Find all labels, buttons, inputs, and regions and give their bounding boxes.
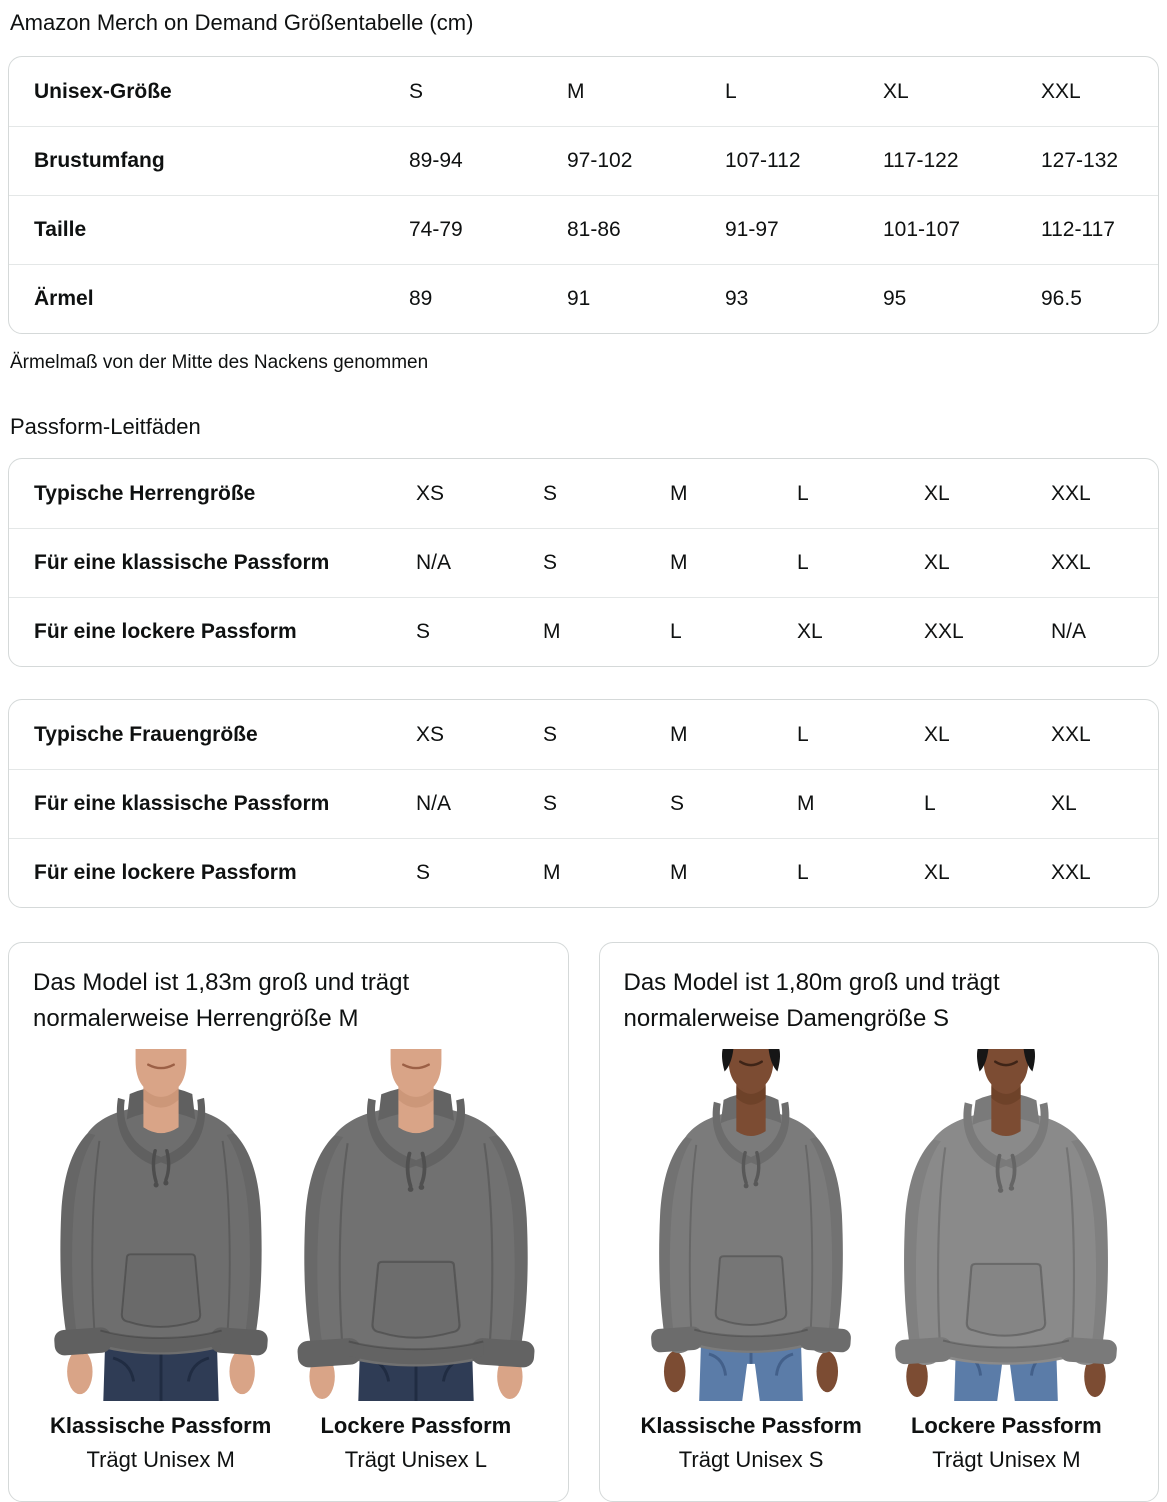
fit-caption-title: Lockere Passform [320,1413,512,1438]
size-cell: S [543,792,558,815]
size-cell: 89-94 [409,149,463,172]
size-cell: 91 [567,287,591,310]
table-row [9,459,1158,528]
size-cell: L [725,79,737,103]
women-loose-model-photo [879,1049,1134,1401]
female-model-classic-fit-image [628,1049,874,1401]
male-model-classic-fit-image [38,1049,284,1401]
table-row [9,700,1158,769]
size-cell: 91-97 [725,218,779,241]
fit-guides-title: Passform-Leitfäden [10,414,201,439]
table-row [9,195,1158,264]
men-classic-model-photo [33,1049,288,1401]
size-cell: M [567,79,585,103]
size-cell: L [797,722,809,746]
size-cell: N/A [416,792,452,815]
men-figures [33,1049,544,1473]
size-cell: M [543,861,561,884]
size-cell: M [670,481,688,505]
fit-caption-title: Klassische Passform [640,1413,862,1438]
size-cell: XL [883,79,909,103]
model-cards [8,942,1159,1502]
fit-caption-subtitle: Trägt Unisex M [86,1447,235,1472]
size-cell: L [797,861,809,884]
size-cell: M [797,792,815,815]
row-label: Brustumfang [34,149,165,172]
size-cell: XXL [924,620,964,643]
men-loose-model-photo [288,1049,543,1401]
size-cell: XL [924,551,950,574]
fit-caption-subtitle: Trägt Unisex S [678,1447,824,1472]
women-loose-caption [879,1413,1134,1473]
table-row [9,126,1158,195]
women-card-heading: Das Model ist 1,80m groß und trägt normalerweise Damengröße S [623,969,1000,1032]
row-label: Für eine lockere Passform [34,620,297,643]
size-cell: S [543,722,558,746]
size-cell: XXL [1041,79,1081,103]
men-classic-figure [33,1049,288,1473]
row-label: Für eine lockere Passform [34,861,297,884]
size-cell: XL [924,481,950,505]
women-loose-figure [879,1049,1134,1473]
size-cell: 112-117 [1041,218,1115,241]
sleeve-measure-note: Ärmelmaß von der Mitte des Nackens genommen [10,352,429,373]
size-cell: M [670,861,688,884]
fit-guide-women-table [8,699,1159,908]
row-label: Unisex-Größe [34,79,172,103]
size-cell: XL [797,620,823,643]
size-cell: 97-102 [567,149,633,172]
unisex-size-table [8,56,1159,334]
size-cell: S [543,551,558,574]
table-row [9,769,1158,838]
size-cell: S [409,79,424,103]
row-label: Für eine klassische Passform [34,792,330,815]
men-classic-caption [33,1413,288,1473]
size-cell: XXL [1051,861,1091,884]
size-cell: XL [924,722,950,746]
size-cell: S [670,792,685,815]
size-cell: L [670,620,682,643]
size-cell: XS [416,481,445,505]
size-cell: XXL [1051,481,1091,505]
row-label: Ärmel [34,287,94,310]
page-title: Amazon Merch on Demand Größentabelle (cm) [10,10,474,35]
size-cell: S [416,861,431,884]
table-row [9,264,1158,333]
women-classic-model-photo [624,1049,879,1401]
table-row [9,597,1158,666]
men-fit-card [8,942,569,1502]
row-label: Für eine klassische Passform [34,551,330,574]
table-row [9,528,1158,597]
table-row [9,838,1158,907]
fit-guide-men-table [8,458,1159,667]
size-cell: M [670,551,688,574]
size-cell: 93 [725,287,749,310]
size-cell: 96.5 [1041,287,1082,310]
male-model-loose-fit-image [293,1049,539,1401]
women-classic-caption [624,1413,879,1473]
fit-caption-subtitle: Trägt Unisex L [344,1447,487,1472]
men-card-heading: Das Model ist 1,83m groß und trägt normalerweise Herrengröße M [33,969,410,1032]
size-cell: 127-132 [1041,149,1119,172]
size-cell: XL [1051,792,1077,815]
fit-caption-subtitle: Trägt Unisex M [932,1447,1081,1472]
women-classic-figure [624,1049,879,1473]
size-cell: 101-107 [883,218,961,241]
fit-caption-title: Lockere Passform [910,1413,1102,1438]
size-cell: L [797,481,809,505]
size-cell: XXL [1051,722,1091,746]
size-cell: 74-79 [409,218,463,241]
size-cell: S [543,481,558,505]
size-cell: XL [924,861,950,884]
women-fit-card [599,942,1160,1502]
fit-caption-title: Klassische Passform [49,1413,272,1438]
row-label: Typische Herrengröße [34,481,256,505]
size-cell: N/A [416,551,452,574]
size-cell: 95 [883,287,907,310]
size-cell: M [543,620,561,643]
row-label: Typische Frauengröße [34,722,258,746]
size-cell: N/A [1051,620,1087,643]
size-cell: XS [416,722,445,746]
table-row [9,57,1158,126]
size-cell: M [670,722,688,746]
size-cell: 89 [409,287,433,310]
women-figures [624,1049,1135,1473]
size-cell: L [797,551,809,574]
men-loose-caption [288,1413,543,1473]
men-loose-figure [288,1049,543,1473]
size-cell: L [924,792,936,815]
size-cell: S [416,620,431,643]
female-model-loose-fit-image [883,1049,1129,1401]
size-cell: 117-122 [883,149,959,172]
size-cell: 107-112 [725,149,801,172]
size-cell: XXL [1051,551,1091,574]
size-cell: 81-86 [567,218,621,241]
row-label: Taille [34,218,87,241]
